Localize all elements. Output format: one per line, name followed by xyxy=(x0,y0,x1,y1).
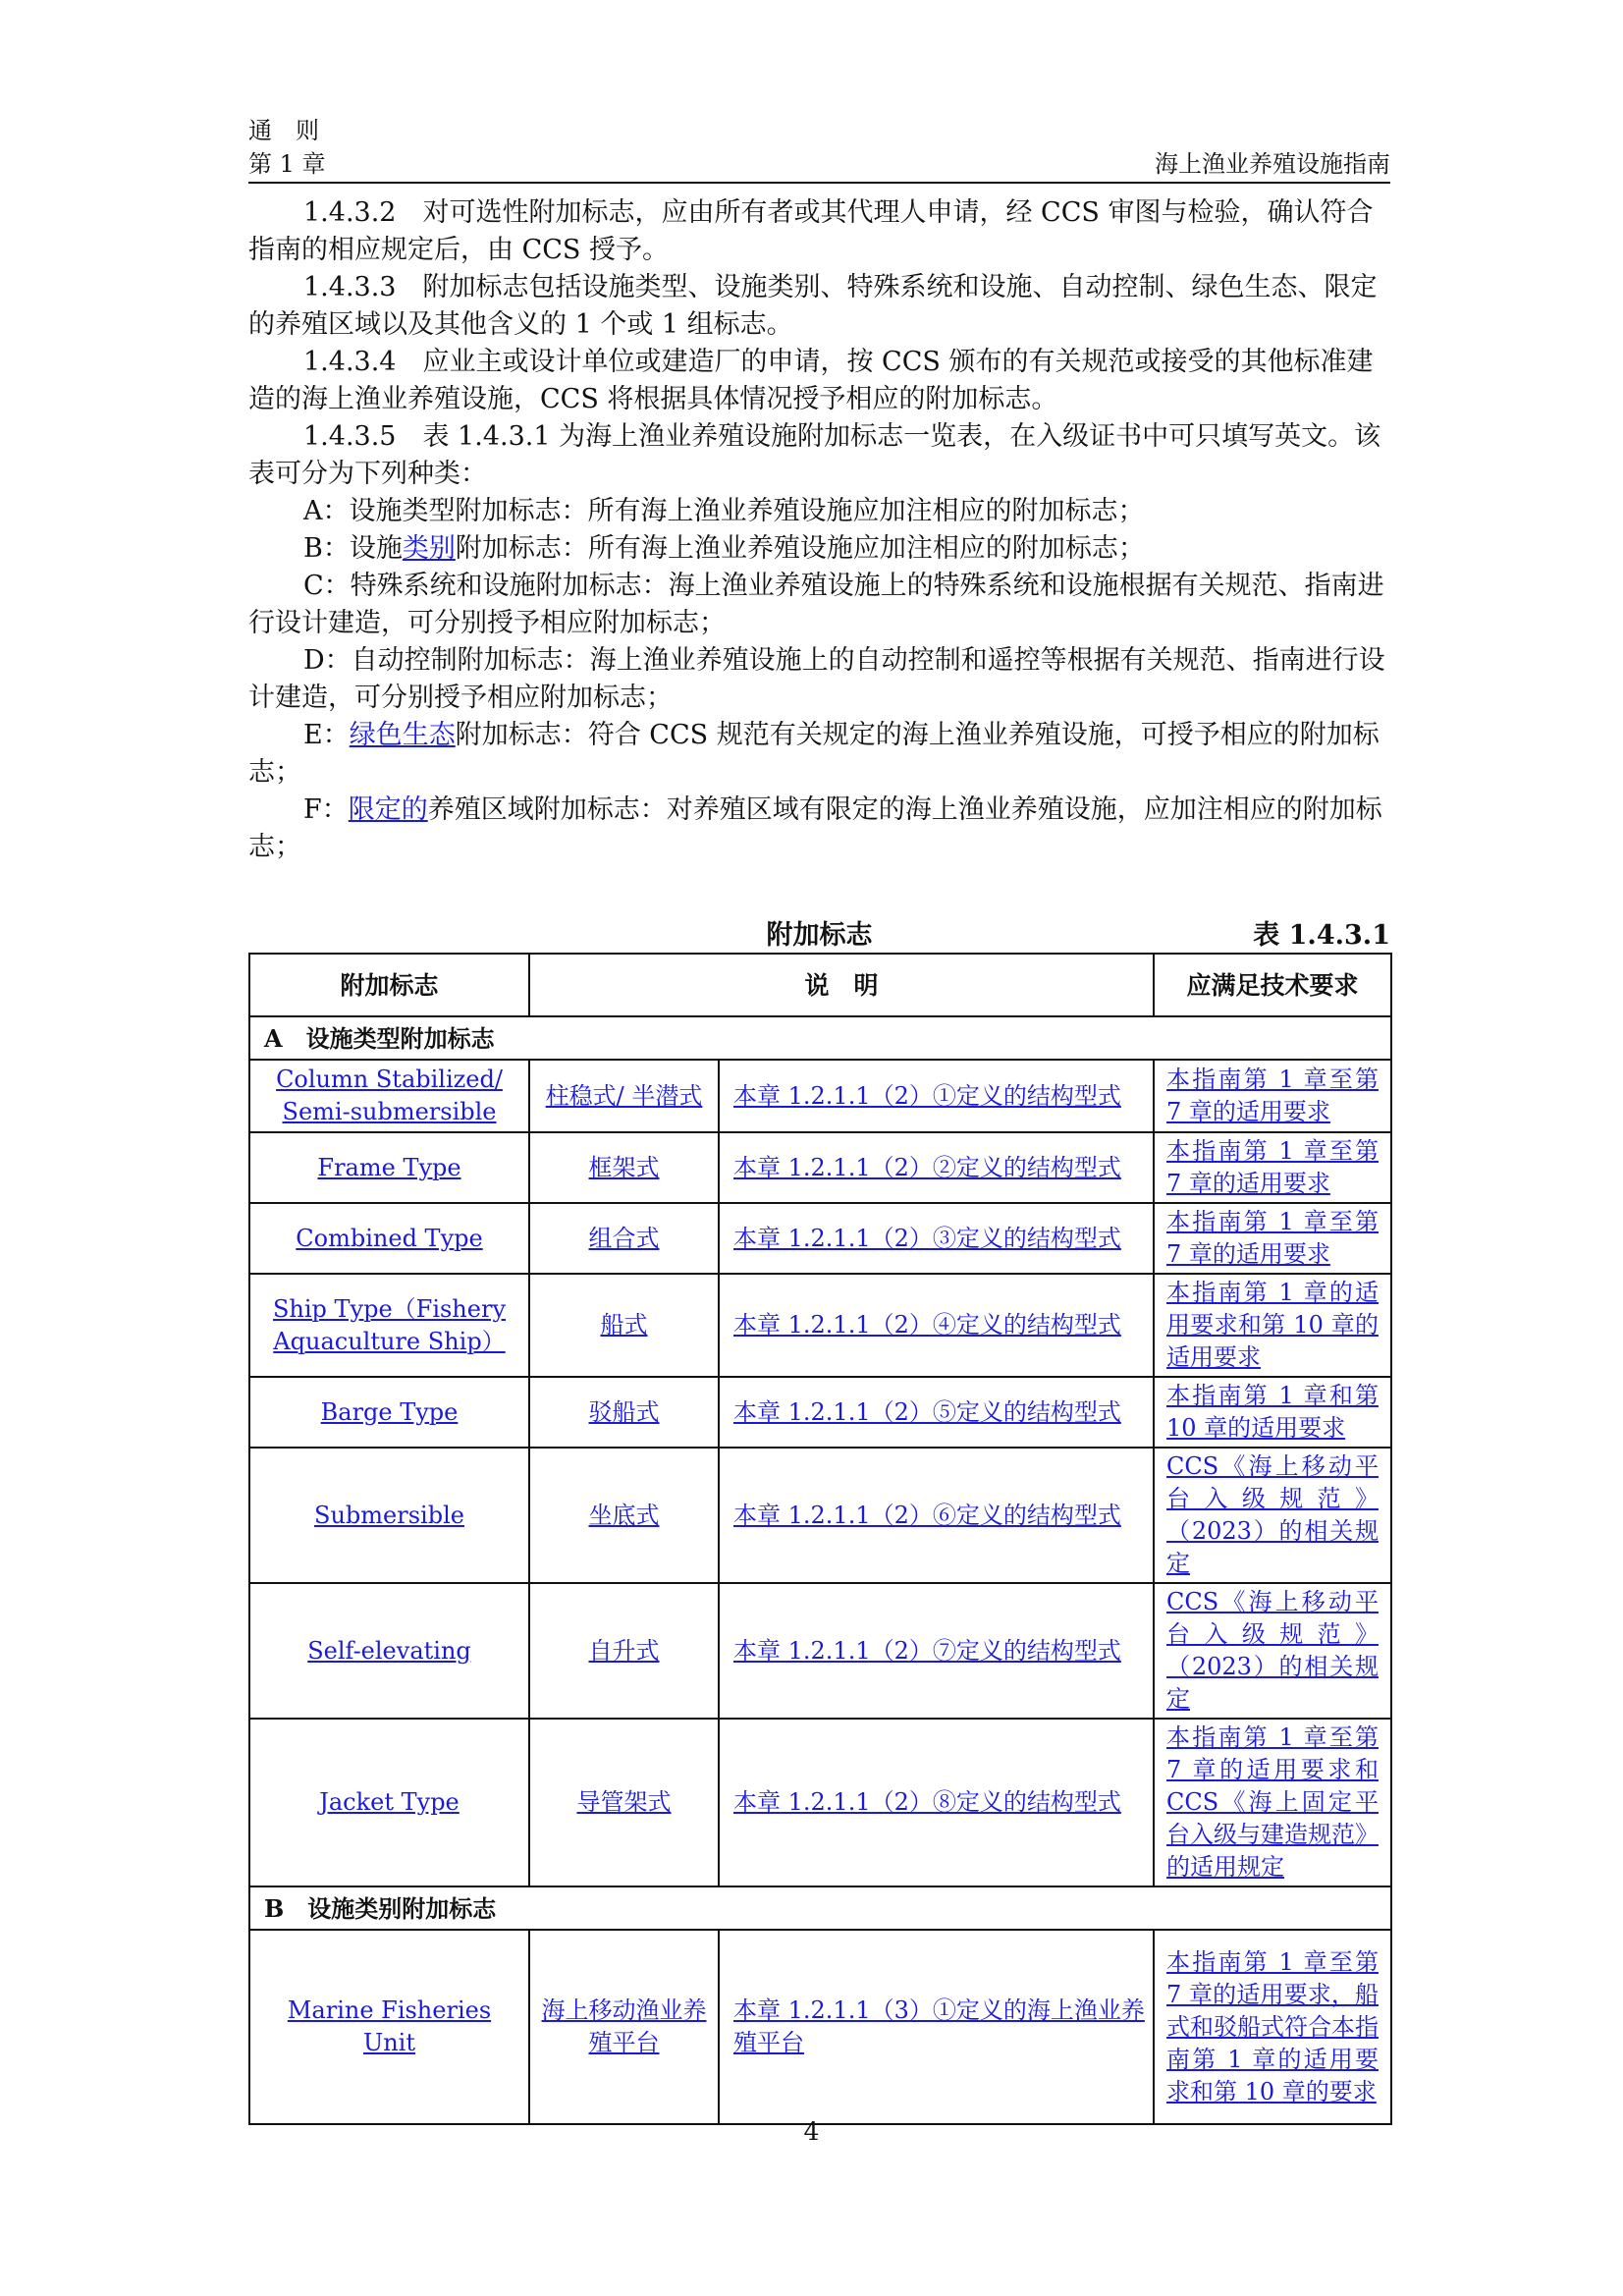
notation-cn-link[interactable]: 船式 xyxy=(600,1311,648,1339)
table-row xyxy=(249,1132,1391,1203)
paragraph-1-4-3-3: 1.4.3.3 附加标志包括设施类型、设施类别、特殊系统和设施、自动控制、绿色生态、限定的养殖区域以及其他含义的 1 个或 1 组标志。 xyxy=(248,272,1378,340)
requirement-link[interactable]: 本指南第 1 章至第 7 章的适用要求 xyxy=(1166,1137,1380,1197)
cell-cn xyxy=(529,1930,719,2124)
notation-en-link[interactable]: Marine Fisheries Unit xyxy=(287,1996,492,2056)
category-f xyxy=(248,792,1390,866)
table-row xyxy=(249,1203,1391,1274)
category-f-text: 养殖区域附加标志：对养殖区域有限定的海上渔业养殖设施，应加注相应的附加标志； xyxy=(248,794,1382,862)
requirement-link[interactable]: 本指南第 1 章至第 7 章的适用要求和 CCS《海上固定平台入级与建造规范》的适用规定 xyxy=(1166,1723,1380,1881)
cell-en xyxy=(249,1719,529,1886)
cell-en xyxy=(249,1448,529,1583)
cell-en xyxy=(249,1132,529,1203)
table-header-row xyxy=(249,954,1391,1016)
requirement-link[interactable]: 本指南第 1 章至第 7 章的适用要求 xyxy=(1166,1066,1380,1125)
definition-link[interactable]: 本章 1.2.1.1（2）⑧定义的结构型式 xyxy=(733,1788,1121,1816)
requirement-link[interactable]: CCS《海上移动平台入级规范》（2023）的相关规定 xyxy=(1166,1452,1380,1577)
notation-cn-link[interactable]: 驳船式 xyxy=(588,1397,660,1426)
cell-def xyxy=(719,1930,1154,2124)
cell-en xyxy=(249,1930,529,2124)
category-e-text: 附加标志：符合 CCS 规范有关规定的海上渔业养殖设施，可授予相应的附加标志； xyxy=(248,720,1380,788)
table-row xyxy=(249,1060,1391,1132)
requirement-link[interactable]: CCS《海上移动平台入级规范》（2023）的相关规定 xyxy=(1166,1588,1380,1713)
cell-cn xyxy=(529,1132,719,1203)
definition-link[interactable]: 本章 1.2.1.1（2）⑤定义的结构型式 xyxy=(733,1397,1121,1426)
cell-def xyxy=(719,1583,1154,1719)
cell-def xyxy=(719,1719,1154,1886)
requirement-link[interactable]: 本指南第 1 章至第 7 章的适用要求，船式和驳船式符合本指南第 1 章的适用要求和第 10 章的要求 xyxy=(1166,1947,1380,2105)
cell-req xyxy=(1154,1448,1391,1583)
category-e-prefix: E： xyxy=(303,720,350,750)
section-row-a xyxy=(249,1016,1391,1060)
cell-cn xyxy=(529,1274,719,1377)
category-c: C：特殊系统和设施附加标志：海上渔业养殖设施上的特殊系统和设施根据有关规范、指南进行设计建造，可分别授予相应附加标志； xyxy=(248,571,1384,638)
header-requirements: 应满足技术要求 xyxy=(1154,954,1391,1016)
notation-cn-link[interactable]: 柱稳式/ 半潜式 xyxy=(545,1081,703,1110)
category-e xyxy=(248,717,1390,792)
cell-def xyxy=(719,1203,1154,1274)
cell-en xyxy=(249,1203,529,1274)
notation-en-link[interactable]: Combined Type xyxy=(296,1224,483,1252)
cell-cn xyxy=(529,1377,719,1448)
header-section: 通 则 xyxy=(248,117,319,144)
definition-link[interactable]: 本章 1.2.1.1（3）①定义的海上渔业养殖平台 xyxy=(733,1996,1145,2056)
definition-link[interactable]: 本章 1.2.1.1（2）②定义的结构型式 xyxy=(733,1153,1121,1181)
notation-en-link[interactable]: Frame Type xyxy=(317,1153,461,1181)
definition-link[interactable]: 本章 1.2.1.1（2）⑥定义的结构型式 xyxy=(733,1501,1121,1529)
cell-def xyxy=(719,1274,1154,1377)
cell-en xyxy=(249,1060,529,1132)
table-row xyxy=(249,1377,1391,1448)
cell-cn xyxy=(529,1719,719,1886)
notation-table xyxy=(248,953,1392,2125)
category-b-text: 附加标志：所有海上渔业养殖设施应加注相应的附加标志； xyxy=(455,533,1145,564)
requirement-link[interactable]: 本指南第 1 章的适用要求和第 10 章的适用要求 xyxy=(1166,1279,1380,1371)
notation-cn-link[interactable]: 导管架式 xyxy=(576,1788,672,1816)
notation-cn-link[interactable]: 组合式 xyxy=(588,1224,660,1252)
cell-req xyxy=(1154,1060,1391,1132)
paragraph-1-4-3-4: 1.4.3.4 应业主或设计单位或建造厂的申请，按 CCS 颁布的有关规范或接受的其他标准建造的海上渔业养殖设施，CCS 将根据具体情况授予相应的附加标志。 xyxy=(248,347,1374,414)
cell-req xyxy=(1154,1583,1391,1719)
body-text xyxy=(248,194,1390,866)
definition-link[interactable]: 本章 1.2.1.1（2）④定义的结构型式 xyxy=(733,1311,1121,1339)
header-description: 说 明 xyxy=(529,954,1154,1016)
section-b-label: B 设施类别附加标志 xyxy=(249,1886,1391,1930)
cell-req xyxy=(1154,1930,1391,2124)
table-row xyxy=(249,1583,1391,1719)
table-row xyxy=(249,1930,1391,2124)
cell-cn xyxy=(529,1203,719,1274)
definition-link[interactable]: 本章 1.2.1.1（2）③定义的结构型式 xyxy=(733,1224,1121,1252)
notation-cn-link[interactable]: 坐底式 xyxy=(588,1501,660,1529)
header-title: 海上渔业养殖设施指南 xyxy=(1155,150,1390,178)
notation-en-link[interactable]: Jacket Type xyxy=(319,1788,460,1816)
cell-def xyxy=(719,1060,1154,1132)
notation-cn-link[interactable]: 海上移动渔业养殖平台 xyxy=(541,1996,707,2056)
cell-req xyxy=(1154,1203,1391,1274)
category-a: A：设施类型附加标志：所有海上渔业养殖设施应加注相应的附加标志； xyxy=(303,496,1145,526)
paragraph-1-4-3-5: 1.4.3.5 表 1.4.3.1 为海上渔业养殖设施附加标志一览表，在入级证书中可只填写英文。该表可分为下列种类： xyxy=(248,421,1381,489)
notation-en-link[interactable]: Ship Type（Fishery Aquaculture Ship） xyxy=(272,1294,507,1355)
link-green-eco[interactable]: 绿色生态 xyxy=(349,720,456,750)
cell-cn xyxy=(529,1060,719,1132)
cell-cn xyxy=(529,1583,719,1719)
page-number: 4 xyxy=(803,2117,820,2146)
category-f-prefix: F： xyxy=(303,794,349,825)
header-notation: 附加标志 xyxy=(249,954,529,1016)
cell-req xyxy=(1154,1274,1391,1377)
table-row xyxy=(249,1274,1391,1377)
notation-en-link[interactable]: Column Stabilized/ Semi-submersible xyxy=(276,1066,503,1125)
notation-en-link[interactable]: Barge Type xyxy=(320,1397,459,1426)
cell-cn xyxy=(529,1448,719,1583)
cell-def xyxy=(719,1448,1154,1583)
category-d: D：自动控制附加标志：海上渔业养殖设施上的自动控制和遥控等根据有关规范、指南进行设计建造，可分别授予相应附加标志； xyxy=(248,645,1385,713)
header-rule xyxy=(248,182,1390,184)
cell-en xyxy=(249,1274,529,1377)
definition-link[interactable]: 本章 1.2.1.1（2）①定义的结构型式 xyxy=(733,1081,1121,1110)
cell-def xyxy=(719,1377,1154,1448)
section-row-b xyxy=(249,1886,1391,1930)
section-a-label: A 设施类型附加标志 xyxy=(249,1016,1391,1060)
paragraph-1-4-3-2: 1.4.3.2 对可选性附加标志，应由所有者或其代理人申请，经 CCS 审图与检验，确认符合指南的相应规定后，由 CCS 授予。 xyxy=(248,197,1374,265)
cell-req xyxy=(1154,1719,1391,1886)
notation-cn-link[interactable]: 框架式 xyxy=(588,1153,660,1181)
table-row xyxy=(249,1448,1391,1583)
table-row xyxy=(249,1719,1391,1886)
notation-en-link[interactable]: Self-elevating xyxy=(307,1636,471,1665)
requirement-link[interactable]: 本指南第 1 章至第 7 章的适用要求 xyxy=(1166,1208,1380,1268)
cell-en xyxy=(249,1377,529,1448)
link-category[interactable]: 类别 xyxy=(402,533,456,564)
table-title: 附加标志 xyxy=(766,920,873,951)
cell-req xyxy=(1154,1377,1391,1448)
notation-en-link[interactable]: Submersible xyxy=(314,1501,464,1529)
header-chapter: 第 1 章 xyxy=(248,150,326,178)
table-caption xyxy=(248,913,1390,949)
cell-en xyxy=(249,1583,529,1719)
category-b xyxy=(248,530,1390,568)
requirement-link[interactable]: 本指南第 1 章和第 10 章的适用要求 xyxy=(1166,1382,1380,1442)
table-number: 表 1.4.3.1 xyxy=(1253,920,1390,951)
definition-link[interactable]: 本章 1.2.1.1（2）⑦定义的结构型式 xyxy=(733,1636,1121,1665)
link-restricted[interactable]: 限定的 xyxy=(348,794,428,825)
cell-req xyxy=(1154,1132,1391,1203)
category-b-prefix: B：设施 xyxy=(303,533,403,564)
notation-cn-link[interactable]: 自升式 xyxy=(588,1636,660,1665)
cell-def xyxy=(719,1132,1154,1203)
